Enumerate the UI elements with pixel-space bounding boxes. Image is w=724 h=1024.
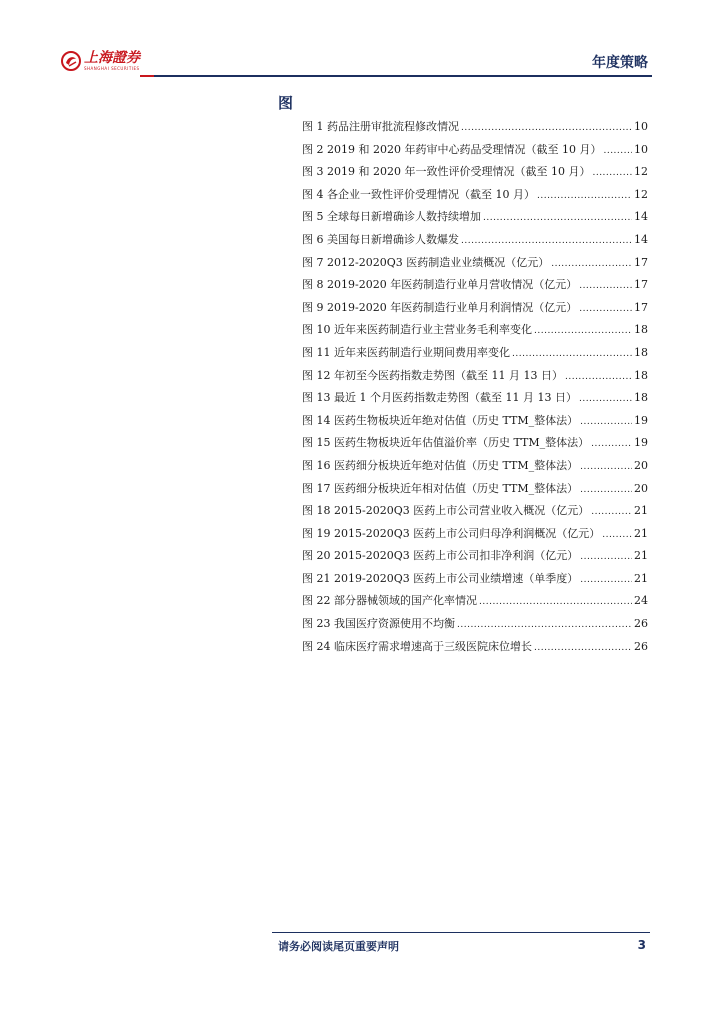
toc-leader-dots (565, 370, 632, 384)
toc-leader-dots (551, 257, 632, 271)
toc-entry-page: 12 (634, 165, 648, 179)
toc-entry-label: 图 20 2015-2020Q3 医药上市公司扣非净利润（亿元） (302, 549, 579, 563)
toc-entry[interactable] (302, 120, 648, 143)
toc-entry[interactable] (302, 482, 648, 505)
toc-entry[interactable] (302, 188, 648, 211)
toc-entry-label: 图 4 各企业一致性评价受理情况（截至 10 月） (302, 187, 535, 201)
page-header (60, 48, 652, 78)
toc-entry[interactable] (302, 323, 648, 346)
toc-entry-label: 图 15 医药生物板块近年估值溢价率（历史 TTM_整体法） (302, 436, 590, 450)
toc-leader-dots (534, 324, 632, 338)
toc-entry[interactable] (302, 210, 648, 233)
toc-entry[interactable] (302, 369, 648, 392)
logo-english-text: SHANGHAI SECURITIES (84, 66, 140, 71)
logo-chinese-text: 上海證券 (84, 50, 140, 66)
toc-entry-label: 图 14 医药生物板块近年绝对估值（历史 TTM_整体法） (302, 413, 579, 427)
toc-entry-label: 图 22 部分器械领域的国产化率情况 (302, 594, 477, 608)
toc-leader-dots (592, 166, 632, 180)
toc-entry-page: 19 (634, 413, 648, 427)
toc-entry-page: 17 (634, 255, 648, 269)
toc-leader-dots (580, 550, 632, 564)
page-number: 3 (637, 938, 646, 952)
toc-entry-page: 21 (634, 526, 648, 540)
toc-entry-label: 图 19 2015-2020Q3 医药上市公司归母净利润概况（亿元） (302, 526, 601, 540)
toc-entry[interactable] (302, 233, 648, 256)
logo-mark-icon (60, 50, 82, 72)
toc-entry-page: 21 (634, 504, 648, 518)
toc-leader-dots (580, 415, 632, 429)
toc-entry-page: 21 (634, 549, 648, 563)
toc-entry[interactable] (302, 143, 648, 166)
toc-leader-dots (591, 505, 632, 519)
toc-leader-dots (579, 392, 632, 406)
toc-entry-page: 20 (634, 458, 648, 472)
toc-entry-page: 26 (634, 617, 648, 631)
toc-leader-dots (580, 460, 632, 474)
toc-entry-page: 20 (634, 481, 648, 495)
toc-leader-dots (580, 573, 632, 587)
toc-entry[interactable] (302, 414, 648, 437)
toc-entry-page: 10 (634, 142, 648, 156)
toc-entry[interactable] (302, 640, 648, 663)
toc-leader-dots (580, 483, 632, 497)
toc-entry-label: 图 21 2019-2020Q3 医药上市公司业绩增速（单季度） (302, 571, 579, 585)
toc-leader-dots (579, 302, 632, 316)
report-type-title: 年度策略 (592, 55, 648, 71)
toc-entry-label: 图 18 2015-2020Q3 医药上市公司营业收入概况（亿元） (302, 504, 590, 518)
toc-leader-dots (534, 641, 632, 655)
toc-entry-label: 图 11 近年来医药制造行业期间费用率变化 (302, 345, 510, 359)
toc-entry-label: 图 10 近年来医药制造行业主营业务毛利率变化 (302, 323, 532, 337)
toc-entry[interactable] (302, 549, 648, 572)
toc-leader-dots (461, 234, 632, 248)
toc-entry[interactable] (302, 256, 648, 279)
toc-entry-label: 图 13 最近 1 个月医药指数走势图（截至 11 月 13 日） (302, 391, 577, 405)
company-logo (60, 50, 140, 72)
toc-entry-label: 图 1 药品注册审批流程修改情况 (302, 120, 459, 133)
footer-disclaimer: 请务必阅读尾页重要声明 (278, 940, 399, 953)
toc-leader-dots (579, 279, 632, 293)
footer-divider (272, 932, 650, 933)
toc-entry[interactable] (302, 572, 648, 595)
toc-entry[interactable] (302, 459, 648, 482)
toc-entry-page: 17 (634, 300, 648, 314)
toc-entry-page: 19 (634, 436, 648, 450)
toc-entry[interactable] (302, 165, 648, 188)
toc-leader-dots (512, 347, 632, 361)
toc-entry[interactable] (302, 278, 648, 301)
toc-leader-dots (457, 618, 632, 632)
toc-leader-dots (483, 211, 632, 225)
toc-entry[interactable] (302, 301, 648, 324)
toc-entry-label: 图 8 2019-2020 年医药制造行业单月营收情况（亿元） (302, 278, 578, 292)
toc-entry[interactable] (302, 391, 648, 414)
toc-leader-dots (603, 144, 632, 158)
toc-entry-page: 14 (634, 232, 648, 246)
toc-entry-label: 图 6 美国每日新增确诊人数爆发 (302, 232, 459, 246)
toc-leader-dots (591, 437, 632, 451)
header-divider-accent (140, 75, 154, 77)
toc-entry-page: 17 (634, 278, 648, 292)
toc-entry-label: 图 7 2012-2020Q3 医药制造业业绩概况（亿元） (302, 255, 550, 269)
toc-entry[interactable] (302, 594, 648, 617)
toc-entry-label: 图 5 全球每日新增确诊人数持续增加 (302, 210, 481, 224)
toc-entry[interactable] (302, 346, 648, 369)
toc-entry-page: 10 (634, 120, 648, 133)
toc-entry-page: 18 (634, 368, 648, 382)
figure-list (302, 120, 648, 662)
toc-entry-page: 26 (634, 639, 648, 653)
toc-entry-label: 图 23 我国医疗资源使用不均衡 (302, 617, 455, 631)
toc-leader-dots (479, 595, 632, 609)
figures-section-title: 图 (278, 94, 294, 112)
toc-entry[interactable] (302, 527, 648, 550)
toc-leader-dots (537, 189, 632, 203)
toc-entry-page: 24 (634, 594, 648, 608)
toc-entry-label: 图 3 2019 和 2020 年一致性评价受理情况（截至 10 月） (302, 165, 591, 179)
toc-entry-label: 图 12 年初至今医药指数走势图（截至 11 月 13 日） (302, 368, 563, 382)
toc-entry-label: 图 2 2019 和 2020 年药审中心药品受理情况（截至 10 月） (302, 142, 602, 156)
toc-entry[interactable] (302, 617, 648, 640)
toc-entry-page: 18 (634, 323, 648, 337)
toc-entry-page: 14 (634, 210, 648, 224)
toc-leader-dots (602, 528, 632, 542)
toc-entry-label: 图 17 医药细分板块近年相对估值（历史 TTM_整体法） (302, 481, 579, 495)
toc-entry-page: 12 (634, 187, 648, 201)
header-divider (154, 75, 652, 77)
toc-entry-page: 21 (634, 571, 648, 585)
toc-entry-page: 18 (634, 345, 648, 359)
toc-entry[interactable] (302, 436, 648, 459)
toc-entry-label: 图 9 2019-2020 年医药制造行业单月利润情况（亿元） (302, 300, 578, 314)
toc-entry-label: 图 16 医药细分板块近年绝对估值（历史 TTM_整体法） (302, 458, 579, 472)
toc-entry-page: 18 (634, 391, 648, 405)
toc-entry[interactable] (302, 504, 648, 527)
toc-leader-dots (461, 121, 632, 135)
toc-entry-label: 图 24 临床医疗需求增速高于三级医院床位增长 (302, 639, 532, 653)
